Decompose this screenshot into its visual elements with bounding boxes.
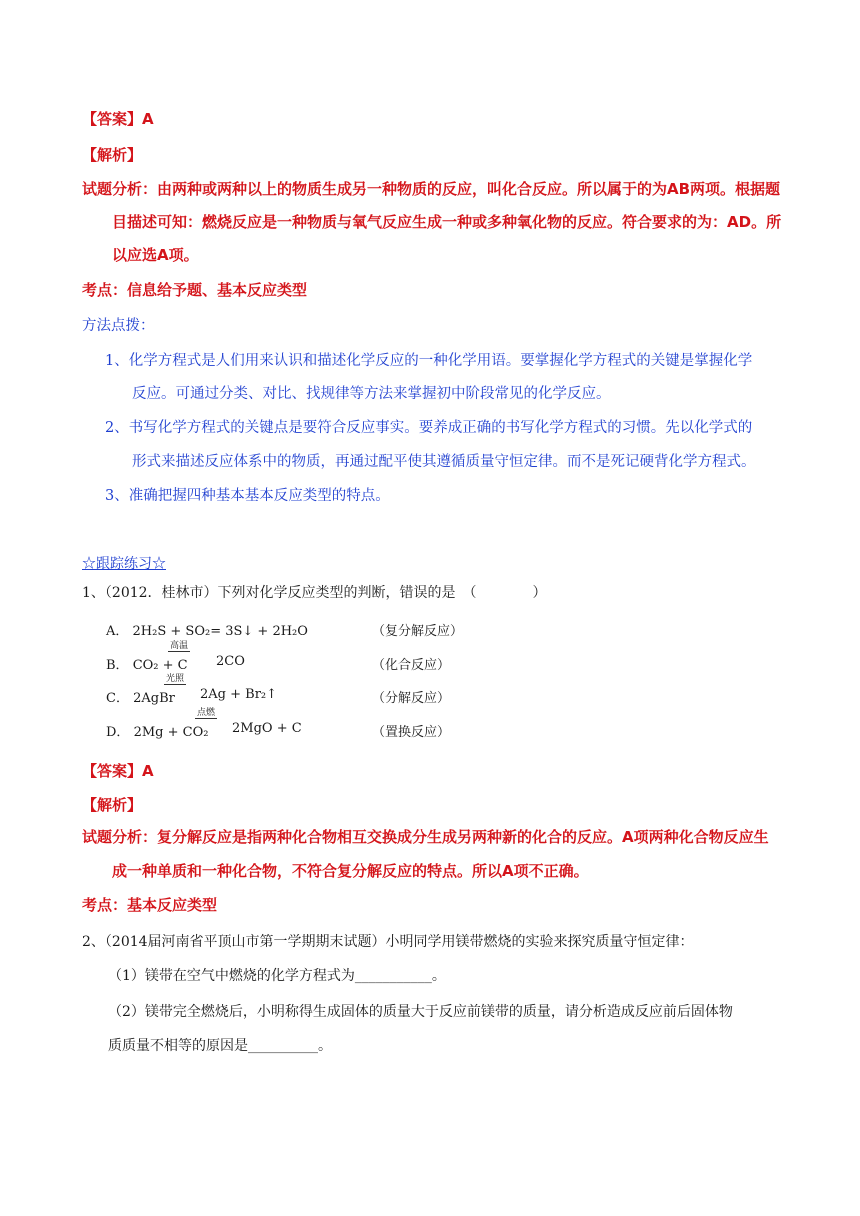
q1-option-d-type: （置换反应） [372, 725, 451, 740]
analysis-heading-1: 【解析】 [82, 146, 143, 164]
method-item-1a: 1、化学方程式是人们用来认识和描述化学反应的一种化学用语。要掌握化学方程式的关键是掌握化学 [105, 353, 753, 369]
method-item-2b: 形式来描述反应体系中的物质，再通过配平使其遵循质量守恒定律。而不是死记硬背化学方程式。 [132, 454, 756, 470]
option-c-condition: 光照 [166, 674, 185, 684]
analysis-line-2: 目描述可知：燃烧反应是一种物质与氧气反应生成一种或多种氧化物的反应。符合要求的为：AD。所 [112, 213, 782, 231]
q2-stem: 2、（2014届河南省平顶山市第一学期期末试题）小明同学用镁带燃烧的实验来探究质量守恒定律： [82, 934, 694, 950]
q1-option-b [106, 654, 188, 673]
option-b-reactants: CO₂ + C [132, 658, 188, 673]
option-b-products: 2CO [216, 654, 245, 669]
q1-option-c-type: （分解反应） [372, 691, 451, 706]
answer-label-1: 【答案】A [82, 110, 154, 128]
q1-option-d [106, 721, 208, 740]
q2-sub2-line2: 质质量不相等的原因是__________。 [108, 1038, 332, 1054]
option-b-condition: 高温 [170, 641, 189, 651]
method-heading: 方法点拨： [82, 318, 155, 334]
q1-option-c [106, 687, 175, 706]
analysis-line-1: 试题分析：由两种或两种以上的物质生成另一种物质的反应，叫化合反应。所以属于的为AB两项。根据题 [82, 180, 781, 198]
analysis-2-line-1: 试题分析：复分解反应是指两种化合物相互交换成分生成另两种新的化合的反应。A项两种化合物反应生 [82, 828, 769, 846]
option-c-products: 2Ag + Br₂↑ [200, 687, 278, 702]
q1-option-b-type: （化合反应） [372, 658, 451, 673]
kaodian-1: 考点：信息给予题、基本反应类型 [82, 281, 308, 299]
q1-option-a [106, 620, 308, 639]
option-b-label: B． [106, 658, 129, 673]
method-item-3: 3、准确把握四种基本基本反应类型的特点。 [105, 488, 390, 504]
q1-stem: 1、（2012．桂林市）下列对化学反应类型的判断，错误的是 （ ） [82, 585, 547, 601]
option-c-label: C． [106, 691, 129, 706]
option-d-reactants: 2Mg + CO₂ [133, 725, 209, 740]
option-d-condition: 点燃 [197, 708, 216, 718]
option-d-label: D． [106, 725, 130, 740]
q1-option-a-type: （复分解反应） [372, 624, 464, 639]
analysis-heading-2: 【解析】 [82, 796, 143, 814]
q2-sub1: （1）镁带在空气中燃烧的化学方程式为___________。 [108, 968, 446, 984]
analysis-line-3: 以应选A项。 [112, 246, 199, 264]
answer-label-2: 【答案】A [82, 762, 154, 780]
q2-sub2-line1: （2）镁带完全燃烧后，小明称得生成固体的质量大于反应前镁带的质量，请分析造成反应前后固体物 [108, 1004, 733, 1020]
analysis-2-line-2: 成一种单质和一种化合物，不符合复分解反应的特点。所以A项不正确。 [112, 862, 589, 880]
method-item-1b: 反应。可通过分类、对比、找规律等方法来掌握初中阶段常见的化学反应。 [132, 386, 611, 402]
kaodian-2: 考点：基本反应类型 [82, 896, 218, 914]
practice-title: ☆跟踪练习☆ [82, 556, 166, 572]
option-a-label: A． [106, 624, 129, 639]
option-d-products: 2MgO + C [232, 721, 302, 736]
option-a-equation: 2H₂S + SO₂= 3S↓ + 2H₂O [132, 624, 308, 639]
method-item-2a: 2、书写化学方程式的关键点是要符合反应事实。要养成正确的书写化学方程式的习惯。先以化学式的 [105, 420, 753, 436]
option-c-reactants: 2AgBr [133, 691, 175, 706]
